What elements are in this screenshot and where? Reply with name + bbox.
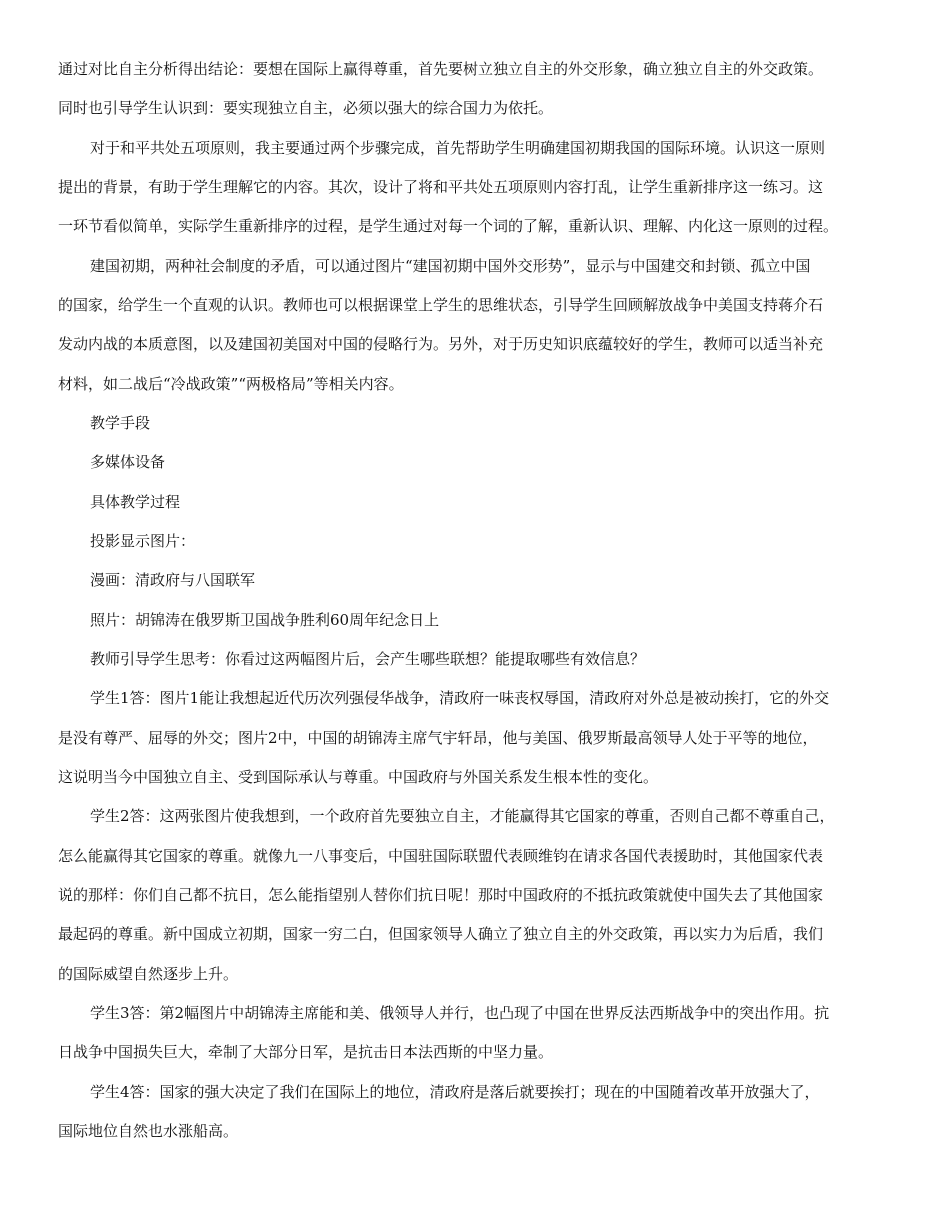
paragraph-start-line: 教师引导学生思考：你看过这两幅图片后，会产生哪些联想？能提取哪些有效信息？ [90,650,646,668]
text-line: 说的那样：你们自己都不抗日，怎么能指望别人替你们抗日呢！那时中国政府的不抵抗政策就使中国失去了其他国家 [58,886,824,904]
text-line: 日战争中国损失巨大，牵制了大部分日军，是抗击日本法西斯的中坚力量。 [58,1043,554,1061]
text-line: 照片：胡锦涛在俄罗斯卫国战争胜利60周年纪念日上 [90,611,440,629]
text-line: 通过对比自主分析得出结论：要想在国际上赢得尊重，首先要树立独立自主的外交形象，确立独立自主的外交政策。 [58,60,824,78]
text-line: 提出的背景，有助于学生理解它的内容。其次，设计了将和平共处五项原则内容打乱，让学生重新排序这一练习。这 [58,178,824,196]
text-line: 怎么能赢得其它国家的尊重。就像九一八事变后，中国驻国际联盟代表顾维钧在请求各国代表援助时，其他国家代表 [58,847,824,865]
text-line: 同时也引导学生认识到：要实现独立自主，必须以强大的综合国力为依托。 [58,99,554,117]
text-line: 最起码的尊重。新中国成立初期，国家一穷二白，但国家领导人确立了独立自主的外交政策，再以实力为后盾，我们 [58,925,824,943]
paragraph-start-line: 学生1答：图片1能让我想起近代历次列强侵华战争，清政府一味丧权辱国，清政府对外总是被动挨打，它的外交 [90,689,830,707]
section-heading: 具体教学过程 [90,493,181,511]
text-line: 发动内战的本质意图，以及建国初美国对中国的侵略行为。另外，对于历史知识底蕴较好的学生，教师可以适当补充 [58,335,824,353]
paragraph-start-line: 建国初期，两种社会制度的矛盾，可以通过图片“建国初期中国外交形势”，显示与中国建交和封锁、孤立中国 [90,257,811,275]
text-line: 投影显示图片： [90,532,196,550]
text-line: 一环节看似简单，实际学生重新排序的过程，是学生通过对每一个词的了解，重新认识、理解、内化这一原则的过程。 [58,217,839,235]
text-line: 这说明当今中国独立自主、受到国际承认与尊重。中国政府与外国关系发生根本性的变化。 [58,768,659,786]
text-line: 的国际威望自然逐步上升。 [58,965,239,983]
paragraph-start-line: 学生4答：国家的强大决定了我们在国际上的地位，清政府是落后就要挨打；现在的中国随着改革开放强大了， [90,1083,820,1101]
text-line: 的国家，给学生一个直观的认识。教师也可以根据课堂上学生的思维状态，引导学生回顾解放战争中美国支持蒋介石 [58,296,824,314]
paragraph-start-line: 学生2答：这两张图片使我想到，一个政府首先要独立自主，才能赢得其它国家的尊重，否则自己都不尊重自己， [90,807,835,825]
section-heading: 教学手段 [90,414,151,432]
text-line: 多媒体设备 [90,453,166,471]
text-line: 材料，如二战后“冷战政策”“两极格局”等相关内容。 [58,375,404,393]
paragraph-start-line: 学生3答：第2幅图片中胡锦涛主席能和美、俄领导人并行，也凸现了中国在世界反法西斯战争中的突出作用。抗 [90,1004,830,1022]
text-line: 漫画：清政府与八国联军 [90,571,256,589]
text-line: 国际地位自然也水涨船高。 [58,1122,239,1140]
text-line: 是没有尊严、屈辱的外交；图片2中，中国的胡锦涛主席气宇轩昂，他与美国、俄罗斯最高领导人处于平等的地位， [58,729,818,747]
paragraph-start-line: 对于和平共处五项原则，我主要通过两个步骤完成，首先帮助学生明确建国初期我国的国际环境。认识这一原则 [90,139,826,157]
